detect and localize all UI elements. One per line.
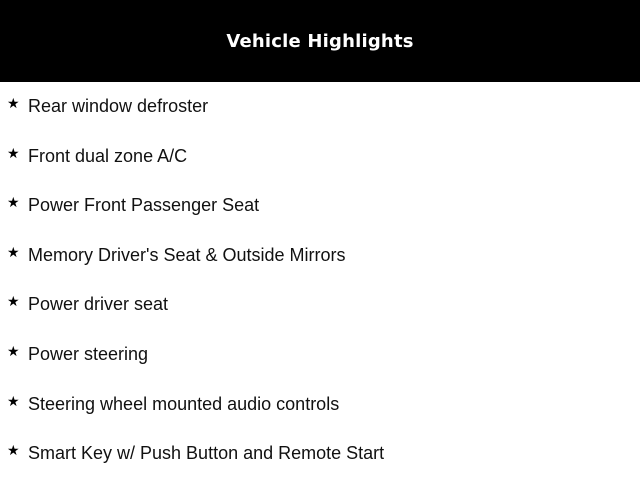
star-icon: ★ (7, 145, 20, 162)
list-item (0, 181, 640, 231)
list-item (0, 280, 640, 330)
highlight-label: Rear window defroster (28, 96, 209, 116)
highlight-label: Power steering (28, 343, 149, 364)
star-icon: ★ (7, 393, 20, 410)
highlights-header (0, 0, 640, 82)
highlight-label: Steering wheel mounted audio controls (28, 393, 340, 414)
page-title: Vehicle Highlights (226, 30, 414, 52)
list-item (0, 132, 640, 182)
highlight-label: Memory Driver's Seat & Outside Mirrors (28, 244, 346, 265)
list-item (0, 429, 640, 479)
highlight-label: Power driver seat (28, 294, 169, 315)
highlight-label: Power Front Passenger Seat (28, 195, 260, 216)
list-item (0, 380, 640, 430)
list-item (0, 82, 640, 132)
star-icon: ★ (7, 244, 20, 261)
list-item (0, 231, 640, 281)
star-icon: ★ (7, 96, 20, 112)
star-icon: ★ (7, 343, 20, 360)
highlights-list (0, 82, 640, 479)
highlight-label: Smart Key w/ Push Button and Remote Start (28, 443, 385, 464)
star-icon: ★ (7, 443, 20, 460)
star-icon: ★ (7, 195, 20, 212)
list-item (0, 330, 640, 380)
star-icon: ★ (7, 294, 20, 311)
highlight-label: Front dual zone A/C (28, 145, 188, 166)
